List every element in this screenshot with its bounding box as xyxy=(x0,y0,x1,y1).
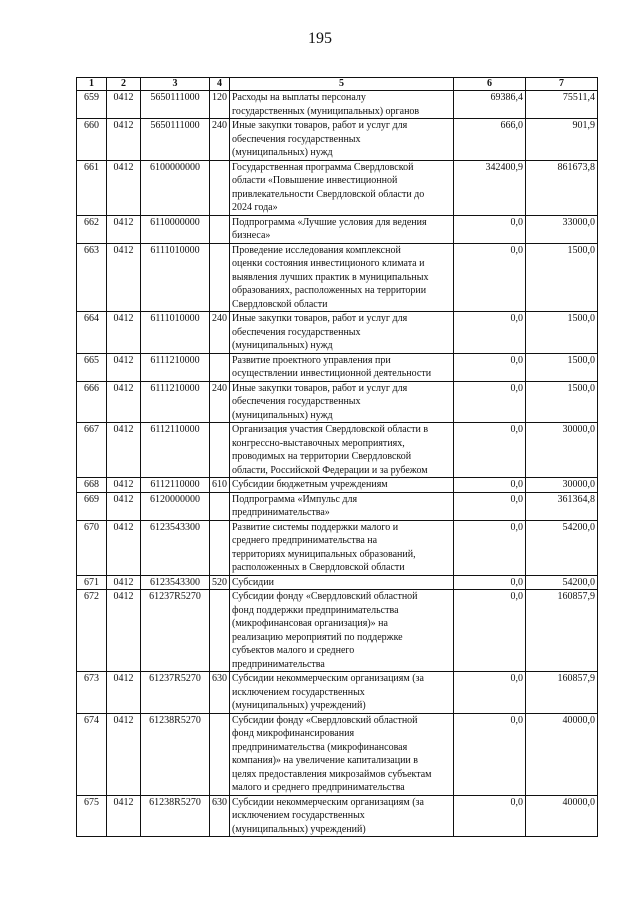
item-name-cell: Иные закупки товаров, работ и услуг для обеспечения государственных (муниципальных) нужд xyxy=(230,119,454,161)
amount-col6-cell: 0,0 xyxy=(454,520,526,575)
row-number-cell: 663 xyxy=(77,243,107,312)
amount-col7-cell: 30000,0 xyxy=(526,423,598,478)
column-header: 5 xyxy=(230,78,454,91)
table-row xyxy=(77,672,598,714)
expense-kind-cell xyxy=(210,160,230,215)
expense-kind-cell: 610 xyxy=(210,478,230,493)
expense-kind-cell xyxy=(210,423,230,478)
amount-col7-cell: 361364,8 xyxy=(526,492,598,520)
amount-col6-cell: 0,0 xyxy=(454,492,526,520)
row-number-cell: 666 xyxy=(77,381,107,423)
table-row xyxy=(77,312,598,354)
table-row xyxy=(77,215,598,243)
budget-table xyxy=(76,77,598,837)
table-row xyxy=(77,423,598,478)
row-number-cell: 675 xyxy=(77,795,107,837)
table-row xyxy=(77,575,598,590)
target-code-cell: 6111010000 xyxy=(141,243,210,312)
row-number-cell: 671 xyxy=(77,575,107,590)
target-code-cell: 6112110000 xyxy=(141,478,210,493)
item-name-cell: Субсидии некоммерческим организациям (за исключением государственных (муниципальных) учреждений) xyxy=(230,672,454,714)
expense-kind-cell xyxy=(210,492,230,520)
amount-col6-cell: 0,0 xyxy=(454,590,526,672)
section-code-cell: 0412 xyxy=(107,795,141,837)
section-code-cell: 0412 xyxy=(107,672,141,714)
expense-kind-cell xyxy=(210,590,230,672)
amount-col7-cell: 901,9 xyxy=(526,119,598,161)
table-body xyxy=(77,91,598,837)
amount-col7-cell: 75511,4 xyxy=(526,91,598,119)
expense-kind-cell: 630 xyxy=(210,672,230,714)
amount-col6-cell: 0,0 xyxy=(454,575,526,590)
target-code-cell: 6111010000 xyxy=(141,312,210,354)
expense-kind-cell: 120 xyxy=(210,91,230,119)
section-code-cell: 0412 xyxy=(107,119,141,161)
expense-kind-cell xyxy=(210,243,230,312)
section-code-cell: 0412 xyxy=(107,353,141,381)
item-name-cell: Государственная программа Свердловской области «Повышение инвестиционной привлекательности Свердловской области до 2024 года» xyxy=(230,160,454,215)
table-row xyxy=(77,91,598,119)
target-code-cell: 5650111000 xyxy=(141,119,210,161)
page-number: 195 xyxy=(308,30,332,47)
amount-col6-cell: 0,0 xyxy=(454,353,526,381)
column-header: 1 xyxy=(77,78,107,91)
section-code-cell: 0412 xyxy=(107,423,141,478)
item-name-cell: Субсидии некоммерческим организациям (за исключением государственных (муниципальных) учреждений) xyxy=(230,795,454,837)
table-row xyxy=(77,119,598,161)
table-row xyxy=(77,520,598,575)
amount-col6-cell: 0,0 xyxy=(454,312,526,354)
table-header-row xyxy=(77,78,598,91)
amount-col6-cell: 0,0 xyxy=(454,713,526,795)
amount-col7-cell: 40000,0 xyxy=(526,713,598,795)
item-name-cell: Развитие системы поддержки малого и среднего предпринимательства на территориях муниципальных образований, расположенных в Свердловской области xyxy=(230,520,454,575)
amount-col7-cell: 1500,0 xyxy=(526,353,598,381)
amount-col6-cell: 0,0 xyxy=(454,672,526,714)
amount-col7-cell: 30000,0 xyxy=(526,478,598,493)
target-code-cell: 6112110000 xyxy=(141,423,210,478)
column-header: 3 xyxy=(141,78,210,91)
amount-col6-cell: 69386,4 xyxy=(454,91,526,119)
row-number-cell: 659 xyxy=(77,91,107,119)
table-row xyxy=(77,795,598,837)
section-code-cell: 0412 xyxy=(107,160,141,215)
amount-col6-cell: 0,0 xyxy=(454,243,526,312)
expense-kind-cell xyxy=(210,520,230,575)
amount-col6-cell: 0,0 xyxy=(454,795,526,837)
item-name-cell: Развитие проектного управления при осуществлении инвестиционной деятельности xyxy=(230,353,454,381)
amount-col6-cell: 0,0 xyxy=(454,215,526,243)
row-number-cell: 674 xyxy=(77,713,107,795)
amount-col7-cell: 160857,9 xyxy=(526,672,598,714)
expense-kind-cell: 630 xyxy=(210,795,230,837)
amount-col7-cell: 33000,0 xyxy=(526,215,598,243)
amount-col6-cell: 342400,9 xyxy=(454,160,526,215)
target-code-cell: 6123543300 xyxy=(141,575,210,590)
table-row xyxy=(77,160,598,215)
section-code-cell: 0412 xyxy=(107,91,141,119)
table-row xyxy=(77,243,598,312)
amount-col7-cell: 1500,0 xyxy=(526,381,598,423)
table-row xyxy=(77,381,598,423)
row-number-cell: 672 xyxy=(77,590,107,672)
column-header: 4 xyxy=(210,78,230,91)
amount-col7-cell: 54200,0 xyxy=(526,575,598,590)
section-code-cell: 0412 xyxy=(107,492,141,520)
target-code-cell: 61238R5270 xyxy=(141,795,210,837)
item-name-cell: Организация участия Свердловской области в конгрессно-выставочных мероприятиях, проводимых на территории Свердловской области, Российской Федерации и за рубежом xyxy=(230,423,454,478)
target-code-cell: 6123543300 xyxy=(141,520,210,575)
amount-col7-cell: 861673,8 xyxy=(526,160,598,215)
row-number-cell: 673 xyxy=(77,672,107,714)
section-code-cell: 0412 xyxy=(107,590,141,672)
item-name-cell: Субсидии xyxy=(230,575,454,590)
table-row xyxy=(77,492,598,520)
item-name-cell: Иные закупки товаров, работ и услуг для обеспечения государственных (муниципальных) нужд xyxy=(230,312,454,354)
row-number-cell: 669 xyxy=(77,492,107,520)
column-header: 6 xyxy=(454,78,526,91)
target-code-cell: 6111210000 xyxy=(141,381,210,423)
column-header: 2 xyxy=(107,78,141,91)
section-code-cell: 0412 xyxy=(107,215,141,243)
row-number-cell: 667 xyxy=(77,423,107,478)
section-code-cell: 0412 xyxy=(107,381,141,423)
item-name-cell: Проведение исследования комплексной оценки состояния инвестиционого климата и выявления лучших практик в муниципальных образованиях, расположенных на территории Свердловской области xyxy=(230,243,454,312)
amount-col7-cell: 160857,9 xyxy=(526,590,598,672)
item-name-cell: Иные закупки товаров, работ и услуг для обеспечения государственных (муниципальных) нужд xyxy=(230,381,454,423)
item-name-cell: Субсидии фонду «Свердловский областной фонд микрофинансирования предпринимательства (микрофинансовая компания)» на увеличение капитализации в целях предоставления микрозаймов субъектам малого и среднего предпринимательства xyxy=(230,713,454,795)
item-name-cell: Расходы на выплаты персоналу государственных (муниципальных) органов xyxy=(230,91,454,119)
table-row xyxy=(77,590,598,672)
item-name-cell: Субсидии бюджетным учреждениям xyxy=(230,478,454,493)
target-code-cell: 61237R5270 xyxy=(141,590,210,672)
amount-col7-cell: 1500,0 xyxy=(526,243,598,312)
amount-col6-cell: 0,0 xyxy=(454,381,526,423)
item-name-cell: Подпрограмма «Импульс для предпринимательства» xyxy=(230,492,454,520)
target-code-cell: 6100000000 xyxy=(141,160,210,215)
row-number-cell: 664 xyxy=(77,312,107,354)
section-code-cell: 0412 xyxy=(107,312,141,354)
target-code-cell: 61238R5270 xyxy=(141,713,210,795)
table-row xyxy=(77,478,598,493)
table-row xyxy=(77,353,598,381)
expense-kind-cell: 240 xyxy=(210,381,230,423)
amount-col6-cell: 666,0 xyxy=(454,119,526,161)
expense-kind-cell xyxy=(210,353,230,381)
section-code-cell: 0412 xyxy=(107,243,141,312)
expense-kind-cell xyxy=(210,215,230,243)
expense-kind-cell: 520 xyxy=(210,575,230,590)
section-code-cell: 0412 xyxy=(107,520,141,575)
amount-col7-cell: 1500,0 xyxy=(526,312,598,354)
row-number-cell: 661 xyxy=(77,160,107,215)
column-header: 7 xyxy=(526,78,598,91)
expense-kind-cell xyxy=(210,713,230,795)
section-code-cell: 0412 xyxy=(107,575,141,590)
amount-col7-cell: 54200,0 xyxy=(526,520,598,575)
target-code-cell: 61237R5270 xyxy=(141,672,210,714)
amount-col6-cell: 0,0 xyxy=(454,478,526,493)
target-code-cell: 6110000000 xyxy=(141,215,210,243)
amount-col7-cell: 40000,0 xyxy=(526,795,598,837)
row-number-cell: 670 xyxy=(77,520,107,575)
target-code-cell: 6111210000 xyxy=(141,353,210,381)
amount-col6-cell: 0,0 xyxy=(454,423,526,478)
expense-kind-cell: 240 xyxy=(210,119,230,161)
table-row xyxy=(77,713,598,795)
target-code-cell: 6120000000 xyxy=(141,492,210,520)
row-number-cell: 665 xyxy=(77,353,107,381)
target-code-cell: 5650111000 xyxy=(141,91,210,119)
row-number-cell: 660 xyxy=(77,119,107,161)
expense-kind-cell: 240 xyxy=(210,312,230,354)
row-number-cell: 662 xyxy=(77,215,107,243)
item-name-cell: Подпрограмма «Лучшие условия для ведения бизнеса» xyxy=(230,215,454,243)
section-code-cell: 0412 xyxy=(107,478,141,493)
section-code-cell: 0412 xyxy=(107,713,141,795)
item-name-cell: Субсидии фонду «Свердловский областной фонд поддержки предпринимательства (микрофинансовая организация)» на реализацию мероприятий по поддержке субъектов малого и среднего предпринимательства xyxy=(230,590,454,672)
row-number-cell: 668 xyxy=(77,478,107,493)
